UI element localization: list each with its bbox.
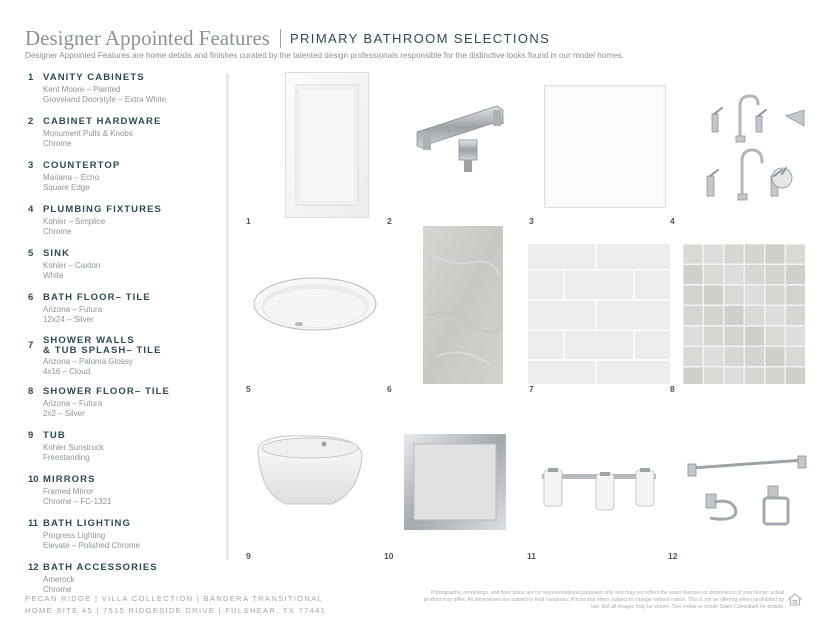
mosaic-tile bbox=[704, 306, 723, 325]
mosaic-tile bbox=[786, 265, 805, 284]
shower-wall-tile-image bbox=[528, 244, 670, 384]
selection-heading: VANITY CABINETS bbox=[43, 72, 145, 83]
gallery-number: 4 bbox=[670, 216, 675, 226]
mosaic-tile bbox=[786, 245, 805, 264]
selection-heading-line2: & TUB SPLASH– TILE bbox=[43, 345, 162, 356]
gallery-number: 12 bbox=[668, 551, 678, 561]
selection-number: 4 bbox=[28, 204, 34, 215]
selection-detail: Amerock bbox=[43, 575, 75, 584]
mosaic-tile bbox=[766, 286, 785, 305]
selection-number: 6 bbox=[28, 292, 34, 303]
selection-heading: SHOWER WALLS bbox=[43, 335, 135, 346]
mosaic-tile bbox=[684, 245, 703, 264]
gallery-number: 7 bbox=[529, 384, 534, 394]
selection-number: 9 bbox=[28, 430, 34, 441]
selection-detail: White bbox=[43, 271, 64, 280]
sink-image bbox=[252, 276, 378, 336]
mosaic-tile bbox=[725, 265, 744, 284]
mosaic-tile bbox=[745, 327, 764, 346]
selection-number: 3 bbox=[28, 160, 34, 171]
selection-number: 2 bbox=[28, 116, 34, 127]
mosaic-tile bbox=[704, 265, 723, 284]
mosaic-tile bbox=[704, 286, 723, 305]
mosaic-tile bbox=[725, 245, 744, 264]
selection-detail: Kohler Sunstruck bbox=[43, 443, 104, 452]
mosaic-tile bbox=[786, 327, 805, 346]
selection-detail: Kohler – Simplice bbox=[43, 217, 106, 226]
gallery-number: 1 bbox=[246, 216, 251, 226]
selection-detail: Progress Lighting bbox=[43, 531, 106, 540]
countertop-image bbox=[544, 85, 666, 208]
selection-heading: SHOWER FLOOR– TILE bbox=[43, 386, 170, 397]
mosaic-tile bbox=[766, 265, 785, 284]
selection-number: 10 bbox=[28, 474, 39, 485]
mosaic-tile bbox=[766, 245, 785, 264]
selection-detail: Mariana – Echo bbox=[43, 173, 100, 182]
selection-detail: Elevate – Polished Chrome bbox=[43, 541, 140, 550]
page-title: Designer Appointed Features bbox=[25, 26, 270, 50]
selection-detail: Groveland Doorstyle – Extra White bbox=[43, 95, 167, 104]
mosaic-tile bbox=[684, 286, 703, 305]
gallery-number: 10 bbox=[384, 551, 394, 561]
selection-heading: MIRRORS bbox=[43, 474, 96, 485]
selection-heading: TUB bbox=[43, 430, 66, 441]
selection-heading: BATH ACCESSORIES bbox=[43, 562, 158, 573]
vanity-cabinet-door-image bbox=[285, 72, 369, 218]
intro-text: Designer Appointed Features are home details and finishes curated by the talented design professionals responsible for the distinctive looks found in our model homes. bbox=[25, 51, 624, 60]
selection-detail: Arizona – Paloma Glossy bbox=[43, 357, 133, 366]
mosaic-tile bbox=[786, 306, 805, 325]
selection-number: 5 bbox=[28, 248, 34, 259]
mosaic-tile bbox=[745, 306, 764, 325]
mosaic-tile bbox=[745, 347, 764, 366]
selection-heading: SINK bbox=[43, 248, 71, 259]
mosaic-tile bbox=[704, 347, 723, 366]
selection-detail: Square Edge bbox=[43, 183, 90, 192]
page-subtitle: PRIMARY BATHROOM SELECTIONS bbox=[289, 31, 551, 46]
bath-accessories-image bbox=[686, 454, 808, 530]
selection-detail: Monument Pulls & Knobs bbox=[43, 129, 133, 138]
selection-heading: PLUMBING FIXTURES bbox=[43, 204, 162, 215]
selection-detail: Arizona – Futura bbox=[43, 305, 103, 314]
selection-detail: Chrome – FC-1321 bbox=[43, 497, 112, 506]
mosaic-tile bbox=[745, 368, 764, 385]
selection-heading: BATH FLOOR– TILE bbox=[43, 292, 151, 303]
mosaic-tile bbox=[725, 306, 744, 325]
selection-detail: Framed Mirror bbox=[43, 487, 94, 496]
page-header bbox=[25, 26, 550, 51]
equal-housing-icon bbox=[788, 593, 802, 606]
mosaic-tile bbox=[745, 286, 764, 305]
footer-community: PECAN RIDGE | VILLA COLLECTION | BANDERA TRANSITIONAL bbox=[25, 594, 324, 603]
cabinet-hardware-image bbox=[413, 100, 507, 178]
selection-number: 8 bbox=[28, 386, 34, 397]
mosaic-tile bbox=[766, 306, 785, 325]
selection-number: 7 bbox=[28, 340, 34, 351]
mosaic-tile bbox=[766, 368, 785, 385]
mosaic-tile bbox=[704, 368, 723, 385]
shower-floor-tile-image bbox=[683, 244, 805, 384]
gallery-number: 8 bbox=[670, 384, 675, 394]
selection-number: 1 bbox=[28, 72, 34, 83]
selection-detail: 2x2 – Silver bbox=[43, 409, 85, 418]
mosaic-tile bbox=[725, 368, 744, 385]
title-divider bbox=[280, 29, 281, 48]
mosaic-tile bbox=[745, 245, 764, 264]
gallery-number: 3 bbox=[529, 216, 534, 226]
selection-detail: Arizona – Futura bbox=[43, 399, 103, 408]
footer-address: HOME SITE 45 | 7515 RIDGESIDE DRIVE | FULSHEAR, TX 77441 bbox=[25, 606, 327, 615]
mosaic-tile bbox=[725, 286, 744, 305]
selection-heading: COUNTERTOP bbox=[43, 160, 121, 171]
framed-mirror-image bbox=[404, 434, 506, 530]
selection-detail: Freestanding bbox=[43, 453, 90, 462]
gallery-number: 9 bbox=[246, 551, 251, 561]
selection-detail: 12x24 – Silver bbox=[43, 315, 94, 324]
selection-detail: Kent Moore – Painted bbox=[43, 85, 121, 94]
mosaic-tile bbox=[725, 327, 744, 346]
footer-disclaimer: Photographs, renderings, and floor plans are for representational purposes only and may not reflect the exact features or dimensions of your home; actual product may differ. All dimensions are subject to field variations. Prices and offers subject to change without notice. This is not an offering where prohibited by law. Not all images may be shown. See online or onsite Sales Consultant for details. bbox=[423, 590, 784, 610]
mosaic-tile bbox=[704, 245, 723, 264]
selection-number: 11 bbox=[28, 518, 39, 529]
selection-detail: 4x16 – Cloud bbox=[43, 367, 91, 376]
mosaic-tile bbox=[704, 327, 723, 346]
mosaic-tile bbox=[684, 368, 703, 385]
selection-detail: Chrome bbox=[43, 585, 72, 594]
selection-detail: Kohler – Caxton bbox=[43, 261, 101, 270]
mosaic-tile bbox=[725, 347, 744, 366]
gallery-number: 11 bbox=[527, 551, 536, 561]
mosaic-tile bbox=[684, 327, 703, 346]
gallery-number: 5 bbox=[246, 384, 251, 394]
selection-number: 12 bbox=[28, 562, 39, 573]
column-divider bbox=[226, 74, 229, 560]
mosaic-tile bbox=[786, 286, 805, 305]
mosaic-tile bbox=[745, 265, 764, 284]
mosaic-tile bbox=[766, 327, 785, 346]
selection-heading: CABINET HARDWARE bbox=[43, 116, 162, 127]
bath-floor-tile-image bbox=[423, 226, 503, 384]
bath-lighting-image bbox=[540, 468, 658, 512]
selection-detail: Chrome bbox=[43, 227, 72, 236]
selection-detail: Chrome bbox=[43, 139, 72, 148]
mosaic-tile bbox=[684, 347, 703, 366]
mosaic-tile bbox=[684, 306, 703, 325]
gallery-number: 2 bbox=[387, 216, 392, 226]
mosaic-tile bbox=[766, 347, 785, 366]
mosaic-tile bbox=[684, 265, 703, 284]
plumbing-fixtures-image bbox=[700, 92, 810, 207]
freestanding-tub-image bbox=[252, 432, 364, 510]
mosaic-tile bbox=[786, 347, 805, 366]
selection-heading: BATH LIGHTING bbox=[43, 518, 132, 529]
gallery-number: 6 bbox=[387, 384, 392, 394]
mosaic-tile bbox=[786, 368, 805, 385]
